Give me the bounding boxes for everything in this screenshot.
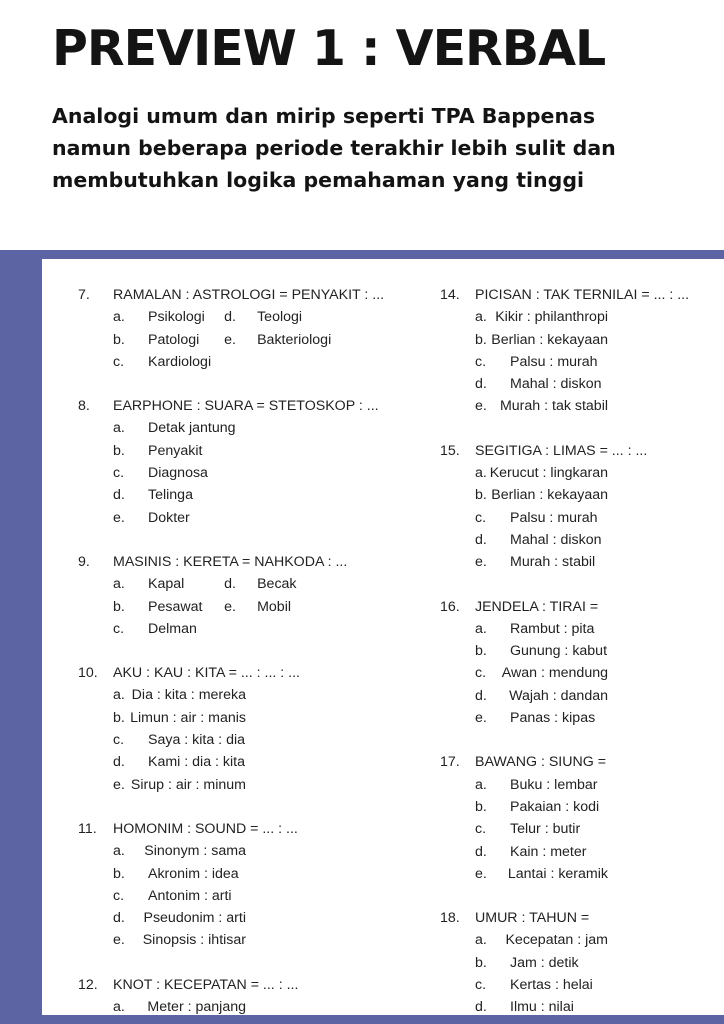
option-text: Buku : lembar [510, 776, 598, 793]
answer-option [78, 351, 246, 373]
option-letter: a. [113, 687, 125, 704]
option-text: Telur : butir [510, 821, 581, 838]
question-text: RAMALAN : ASTROLOGI = PENYAKIT : ... [113, 287, 385, 303]
option-row [78, 618, 398, 640]
option-row [78, 729, 398, 751]
question-stem [440, 907, 724, 929]
answer-option [440, 373, 608, 395]
option-letter: c. [113, 887, 125, 904]
answer-option [440, 462, 608, 484]
option-row [440, 462, 724, 484]
option-row [440, 373, 724, 395]
answer-option [78, 596, 224, 618]
answer-option [78, 462, 246, 484]
option-letter: e. [113, 932, 125, 949]
option-text: Mahal : diskon [510, 531, 602, 548]
option-text: Kikir : philanthropi [495, 309, 608, 326]
option-text: Meter : panjang [147, 999, 246, 1015]
option-row [440, 707, 724, 729]
option-text: Murah : stabil [510, 554, 596, 571]
question-item [78, 974, 398, 1015]
option-letter: c. [113, 732, 125, 749]
page-subtitle: Analogi umum dan mirip seperti TPA Bappenas namun beberapa periode terakhir lebih sulit dan membutuhkan logika pemahaman yang tinggi [52, 104, 616, 192]
option-letter: a. [113, 843, 125, 860]
option-text: Berlian : kekayaan [491, 331, 608, 348]
question-text: SEGITIGA : LIMAS = ... : ... [475, 442, 648, 459]
option-letter: a. [475, 465, 487, 482]
option-letter: a. [113, 576, 125, 593]
question-number: 16. [440, 598, 460, 615]
answer-option [224, 329, 398, 351]
option-text: Dokter [148, 509, 190, 526]
option-row [440, 929, 724, 951]
option-row [440, 529, 724, 551]
option-letter: c. [475, 977, 487, 994]
answer-option [78, 329, 224, 351]
option-text: Kapal [148, 576, 185, 593]
answer-option [440, 640, 608, 662]
answer-option [78, 885, 246, 907]
question-number: 10. [78, 665, 98, 682]
option-text: Limun : air : manis [130, 709, 246, 726]
option-letter: b. [113, 331, 125, 348]
option-row [78, 885, 398, 907]
option-row [440, 996, 724, 1015]
option-row [78, 417, 398, 439]
option-row [440, 329, 724, 351]
question-stem [440, 596, 724, 618]
answer-option [78, 751, 246, 773]
option-row [440, 818, 724, 840]
option-letter: e. [475, 554, 487, 571]
option-letter: d. [475, 999, 487, 1015]
question-stem [440, 284, 724, 306]
option-letter: a. [113, 420, 125, 437]
option-row [78, 929, 398, 951]
option-letter: d. [113, 754, 125, 771]
answer-option [440, 306, 608, 328]
question-stem [78, 974, 398, 996]
answer-option [224, 306, 398, 328]
answer-option [440, 952, 608, 974]
question-number: 12. [78, 976, 98, 993]
option-row [78, 462, 398, 484]
question-stem [78, 551, 398, 573]
option-letter: b. [113, 865, 125, 882]
answer-option [440, 351, 608, 373]
option-letter: d. [475, 687, 487, 704]
option-text: Kerucut : lingkaran [489, 465, 608, 482]
option-row [78, 484, 398, 506]
option-text: Mahal : diskon [510, 376, 602, 393]
question-stem [78, 395, 398, 417]
option-text: Awan : mendung [501, 665, 608, 682]
option-text: Teologi [257, 309, 303, 326]
option-row [440, 306, 724, 328]
question-stem [78, 284, 398, 306]
header [0, 0, 724, 250]
option-letter: b. [113, 709, 125, 726]
option-row [440, 841, 724, 863]
question-number: 9. [78, 553, 90, 570]
question-text: HOMONIM : SOUND = ... : ... [113, 820, 298, 837]
option-text: Detak jantung [148, 420, 236, 437]
question-number: 15. [440, 442, 460, 459]
option-letter: d. [475, 531, 487, 548]
option-row [440, 774, 724, 796]
answer-option [440, 618, 608, 640]
option-letter: b. [113, 598, 125, 615]
option-row [440, 351, 724, 373]
option-text: Rambut : pita [510, 620, 595, 637]
option-letter: a. [475, 932, 487, 949]
option-row [440, 952, 724, 974]
question-stem [78, 662, 398, 684]
option-letter: a. [475, 620, 487, 637]
option-text: Sinopsis : ihtisar [142, 932, 246, 949]
question-number: 14. [440, 287, 460, 303]
option-text: Telinga [148, 487, 193, 504]
left-column [78, 284, 398, 1015]
answer-option [78, 996, 246, 1015]
question-item [78, 662, 398, 796]
option-text: Saya : kita : dia [148, 732, 245, 749]
option-text: Palsu : murah [510, 509, 598, 526]
question-item [440, 284, 724, 418]
answer-option [78, 417, 246, 439]
option-text: Ilmu : nilai [510, 999, 574, 1015]
option-letter: b. [475, 798, 487, 815]
option-text: Kain : meter [510, 843, 587, 860]
answer-option [78, 707, 246, 729]
option-row [78, 840, 398, 862]
option-row [440, 551, 724, 573]
option-text: Wajah : dandan [509, 687, 608, 704]
option-row [440, 395, 724, 417]
option-letter: a. [113, 309, 125, 326]
question-item [440, 440, 724, 574]
question-item [78, 395, 398, 529]
answer-option [440, 507, 608, 529]
answer-option [78, 729, 246, 751]
option-text: Panas : kipas [510, 710, 596, 727]
question-text: JENDELA : TIRAI = [475, 598, 599, 615]
option-letter: a. [113, 999, 125, 1015]
answer-option [440, 818, 608, 840]
answer-option [440, 329, 608, 351]
question-item [78, 551, 398, 640]
question-number: 17. [440, 754, 460, 771]
answer-option [440, 395, 608, 417]
option-text: Pakaian : kodi [510, 798, 600, 815]
answer-option [78, 507, 246, 529]
option-text: Kecepatan : jam [505, 932, 608, 949]
option-letter: e. [475, 398, 487, 415]
option-row [440, 507, 724, 529]
answer-option [224, 596, 398, 618]
option-text: Kertas : helai [510, 977, 593, 994]
option-text: Berlian : kekayaan [491, 487, 608, 504]
option-letter: c. [475, 509, 487, 526]
option-row [78, 774, 398, 796]
question-stem [440, 751, 724, 773]
answer-option [440, 662, 608, 684]
option-letter: a. [475, 309, 487, 326]
option-letter: d. [113, 910, 125, 927]
option-letter: e. [475, 710, 487, 727]
option-letter: e. [475, 865, 487, 882]
question-text: AKU : KAU : KITA = ... : ... : ... [113, 665, 300, 682]
option-text: Sinonym : sama [144, 843, 246, 860]
answer-option [440, 929, 608, 951]
answer-option [78, 440, 246, 462]
question-number: 8. [78, 398, 90, 415]
answer-option [440, 996, 608, 1015]
option-letter: b. [113, 442, 125, 459]
right-column [440, 284, 724, 1015]
option-row [440, 863, 724, 885]
option-row [440, 685, 724, 707]
option-text: Bakteriologi [257, 331, 332, 348]
answer-option [440, 529, 608, 551]
option-letter: c. [475, 665, 487, 682]
option-row [78, 863, 398, 885]
question-text: UMUR : TAHUN = [475, 910, 590, 927]
answer-option [78, 907, 246, 929]
answer-option [440, 685, 608, 707]
answer-option [440, 796, 608, 818]
option-text: Penyakit [148, 442, 203, 459]
option-row [440, 484, 724, 506]
option-letter: a. [475, 776, 487, 793]
option-text: Diagnosa [148, 465, 208, 482]
question-item [78, 818, 398, 952]
option-row [440, 640, 724, 662]
option-text: Mobil [257, 598, 291, 615]
answer-option [78, 863, 246, 885]
answer-option [440, 551, 608, 573]
option-text: Gunung : kabut [510, 643, 608, 660]
option-text: Akronim : idea [148, 865, 239, 882]
answer-option [440, 863, 608, 885]
option-letter: d. [224, 576, 236, 593]
answer-option [78, 929, 246, 951]
option-row [440, 618, 724, 640]
option-letter: c. [113, 353, 125, 370]
question-item [440, 751, 724, 885]
option-row [78, 707, 398, 729]
question-sheet [42, 259, 724, 1015]
answer-option [78, 618, 246, 640]
option-row [78, 329, 398, 351]
option-letter: c. [113, 620, 125, 637]
question-text: PICISAN : TAK TERNILAI = ... : ... [475, 287, 690, 303]
option-letter: c. [475, 353, 487, 370]
option-text: Murah : tak stabil [499, 398, 608, 415]
option-text: Sirup : air : minum [130, 776, 246, 793]
question-item [440, 907, 724, 1015]
option-row [78, 596, 398, 618]
answer-option [440, 974, 608, 996]
option-row [78, 907, 398, 929]
option-row [78, 751, 398, 773]
option-text: Pesawat [148, 598, 203, 615]
option-letter: e. [224, 331, 236, 348]
question-stem [78, 818, 398, 840]
option-letter: d. [113, 487, 125, 504]
option-letter: b. [475, 331, 487, 348]
option-row [440, 662, 724, 684]
page-title: PREVIEW 1 : VERBAL [52, 20, 606, 77]
question-text: KNOT : KECEPATAN = ... : ... [113, 976, 299, 993]
question-number: 18. [440, 910, 460, 927]
answer-option [78, 484, 246, 506]
option-letter: d. [224, 309, 236, 326]
answer-option [78, 774, 246, 796]
option-text: Jam : detik [510, 954, 579, 971]
option-text: Becak [257, 576, 297, 593]
option-letter: e. [113, 509, 125, 526]
answer-option [440, 484, 608, 506]
option-letter: c. [475, 821, 487, 838]
option-letter: d. [475, 376, 487, 393]
question-number: 11. [78, 820, 97, 837]
question-item [78, 284, 398, 373]
option-text: Antonim : arti [148, 887, 232, 904]
answer-option [440, 841, 608, 863]
answer-option [78, 573, 224, 595]
answer-option [78, 684, 246, 706]
question-text: BAWANG : SIUNG = [475, 754, 606, 771]
option-letter: b. [475, 954, 487, 971]
option-row [78, 996, 398, 1015]
question-number: 7. [78, 287, 90, 303]
option-row [78, 573, 398, 595]
option-text: Lantai : keramik [507, 865, 608, 882]
option-row [78, 684, 398, 706]
option-text: Palsu : murah [510, 353, 598, 370]
answer-option [78, 306, 224, 328]
option-text: Delman [148, 620, 197, 637]
option-row [78, 306, 398, 328]
answer-option [224, 573, 398, 595]
option-text: Dia : kita : mereka [131, 687, 246, 704]
option-letter: c. [113, 465, 125, 482]
option-letter: b. [475, 643, 487, 660]
option-text: Patologi [148, 331, 200, 348]
option-row [440, 974, 724, 996]
option-text: Psikologi [148, 309, 205, 326]
question-stem [440, 440, 724, 462]
answer-option [440, 707, 608, 729]
answer-option [78, 840, 246, 862]
option-text: Pseudonim : arti [143, 910, 246, 927]
question-text: EARPHONE : SUARA = STETOSKOP : ... [113, 398, 379, 415]
option-letter: e. [224, 598, 236, 615]
option-text: Kardiologi [148, 353, 212, 370]
question-item [440, 596, 724, 730]
option-letter: e. [113, 776, 125, 793]
option-letter: b. [475, 487, 487, 504]
option-letter: d. [475, 843, 487, 860]
option-row [78, 351, 398, 373]
option-row [440, 796, 724, 818]
option-text: Kami : dia : kita [148, 754, 245, 771]
question-text: MASINIS : KERETA = NAHKODA : ... [113, 553, 348, 570]
option-row [78, 440, 398, 462]
answer-option [440, 774, 608, 796]
option-row [78, 507, 398, 529]
